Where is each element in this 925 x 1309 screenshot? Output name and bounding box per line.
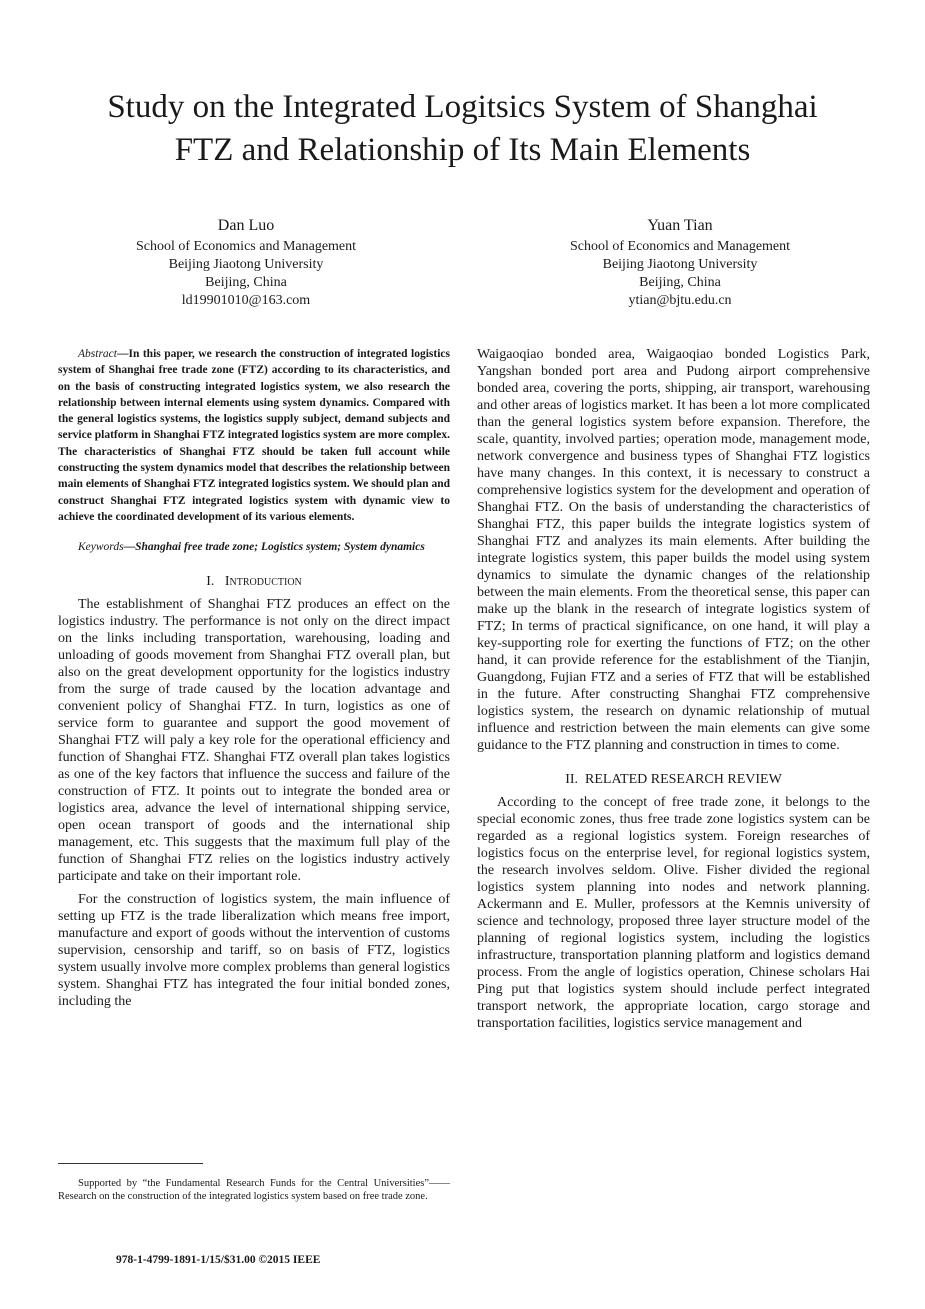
author-name: Dan Luo xyxy=(217,217,275,234)
paper-title xyxy=(40,86,885,172)
author-city: Beijing, China xyxy=(205,275,287,290)
author-city: Beijing, China xyxy=(639,275,721,290)
author-email: ld19901010@163.com xyxy=(181,293,311,308)
section-title: RELATED RESEARCH REVIEW xyxy=(585,772,782,787)
keywords xyxy=(58,539,450,555)
author-department: School of Economics and Management xyxy=(135,239,357,254)
section-number: II. xyxy=(565,772,579,787)
isbn-copyright: 978-1-4799-1891-1/15/$31.00 ©2015 IEEE xyxy=(116,1254,321,1266)
abstract-text: —In this paper, we research the construction of integrated logistics system of Shanghai free trade zone (FTZ) according to its characteristics, and on the basis of constructing integrated logistics system, we also research the relationship between internal elements using system dynamics. Compared with the general logistics systems, the logistics supply subject, demand subjects and service platform in Shanghai FTZ integrated logistics system are more complex. The characteristics of Shanghai FTZ should be taken full account while constructing the system dynamics model that describes the relationship between main elements of Shanghai FTZ integrated logistics system. We should plan and construct Shanghai FTZ integrated logistics system with dynamic view to achieve the coordinated development of its various elements. xyxy=(58,348,450,523)
abstract xyxy=(58,346,450,525)
keywords-label: Keywords xyxy=(78,541,124,554)
keywords-text: —Shanghai free trade zone; Logistics system; System dynamics xyxy=(123,541,425,554)
left-column xyxy=(58,346,450,1010)
right-column xyxy=(477,346,870,1032)
author-department: School of Economics and Management xyxy=(569,239,791,254)
author-university: Beijing Jiaotong University xyxy=(168,257,324,272)
section-title: Introduction xyxy=(224,573,302,589)
title-line-1: Study on the Integrated Logitsics System of Shanghai xyxy=(107,89,818,125)
body-paragraph: For the construction of logistics system, the main influence of setting up FTZ is the trade liberalization which means free import, manufacture and export of goods without the intervention of customs supervision, censorship and tariff, so on basis of FTZ, logistics system usually involve more complex problems than general logistics system. Shanghai FTZ has integrated the four initial bonded zones, including the xyxy=(58,891,450,1009)
section-heading-introduction xyxy=(58,573,450,590)
title-line-2: FTZ and Relationship of Its Main Elements xyxy=(174,132,751,168)
author-university: Beijing Jiaotong University xyxy=(602,257,758,272)
author-name: Yuan Tian xyxy=(647,217,713,234)
section-heading-related-research xyxy=(477,771,870,788)
body-paragraph: The establishment of Shanghai FTZ produces an effect on the logistics industry. The performance is not only on the direct impact on the links including transportation, warehousing, loading and unloading of goods movement from Shanghai FTZ overall plan, but also on the great development opportunity for the logistics industry from the surge of trade caused by the location advantage and convenient policy of Shanghai FTZ. In turn, logistics as one of service form to guarantee and support the good movement of Shanghai FTZ will paly a key role for the operational efficiency and function of Shanghai FTZ. Shanghai FTZ overall plan takes logistics as one of the key factors that influence the success and failure of the construction of FTZ. It points out to integrate the bonded area or logistics area, advance the level of international shipping service, open ocean transport of goods and the international ship management, etc. This suggests that the maximum full play of the function of Shanghai FTZ relies on the logistics industry actively participate and take on their important role. xyxy=(58,596,450,884)
abstract-label: Abstract xyxy=(78,348,117,360)
section-number: I. xyxy=(206,573,215,589)
author-block-1 xyxy=(86,217,406,310)
body-paragraph-continued: Waigaoqiao bonded area, Waigaoqiao bonded Logistics Park, Yangshan bonded port area and Pudong airport comprehensive bonded area, covering the ports, shipping, air transport, warehousing and other areas of logistics market. It has been a lot more complicated than the general logistics system before expansion. Therefore, the scale, quantity, involved parties; operation mode, management mode, network convergence and business types of Shanghai FTZ logistics have many changes. In this context, it is necessary to construct a comprehensive logistics system for the development and operation of Shanghai FTZ. On the basis of understanding the characteristics of Shanghai FTZ, this paper builds the integrate logistics system of Shanghai FTZ and analyzes its main elements. After building the integrate logistics system, this paper builds the model using system dynamics to simulate the dynamic changes of the relationship between the main elements. From the theoretical sense, this paper can make up the blank in the research of integrate logistics system of FTZ; In terms of practical significance, on one hand, it will play a key-supporting role for exerting the functions of FTZ; on the other hand, it can provide reference for the establishment of the Tianjin, Guangdong, Fujian FTZ and a series of FTZ that will be established in the future. After constructing Shanghai FTZ comprehensive logistics system, the research on dynamic relationship of mutual influence and restriction between the main elements can give some guidance to the FTZ planning and construction in times to come. xyxy=(477,347,870,753)
author-email: ytian@bjtu.edu.cn xyxy=(628,293,732,308)
author-block-2 xyxy=(520,217,840,310)
body-paragraph: According to the concept of free trade zone, it belongs to the special economic zones, thus free trade zone logistics system can be regarded as a regional logistics system. Foreign researches of logistics focus on the enterprise level, for regional logistics system, the research involves seldom. Olive. Fisher divided the regional logistics system planning into nodes and network planning. Ackermann and E. Muller, professors at the Kemnis university of science and technology, proposed three layer structure model of the planning of regional logistics system, including the logistics infrastructure, transportation planning platform and logistics demand process. From the angle of logistics operation, Chinese scholars Hai Ping put that logistics system should include perfect integrated transport network, the appropriate location, cargo storage and transportation facilities, logistics service management and xyxy=(477,795,870,1031)
footnote-divider xyxy=(58,1163,203,1164)
footnote: Supported by “the Fundamental Research Funds for the Central Universities”——Research on the construction of the integrated logistics system based on free trade zone. xyxy=(58,1177,450,1202)
